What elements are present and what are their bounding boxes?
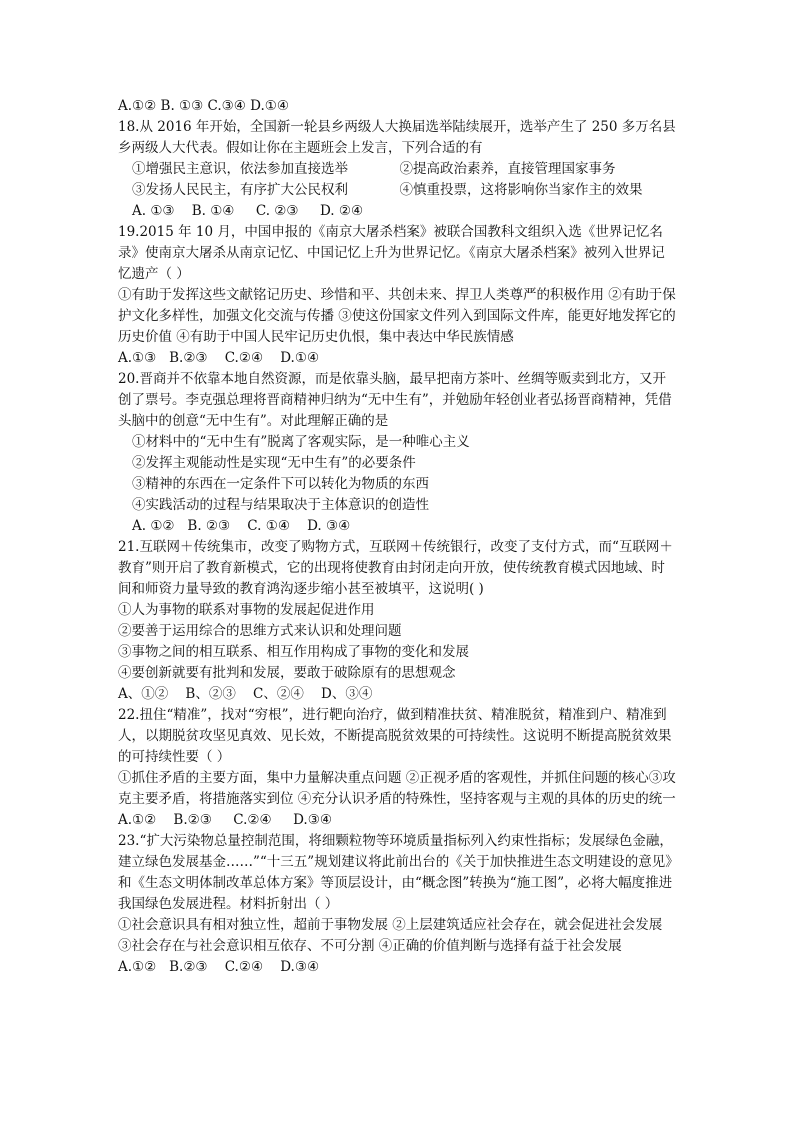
question-21 bbox=[118, 537, 678, 705]
question-20 bbox=[118, 369, 678, 537]
prev-question-answers: A.①② B. ①③ C.③④ D.①④ bbox=[118, 98, 290, 114]
question-21-option: ①人为事物的联系对事物的发展起促进作用 bbox=[118, 602, 375, 618]
question-22-stem: 22.扭住“精准”，找对“穷根”，进行靶向治疗，做到精准扶贫、精准脱贫，精准到户、精准到人，以期脱贫攻坚见真效、见长效，不断提高脱贫效果的可持续性。这说明不断提高脱贫效果的可持续性要（ ） bbox=[118, 707, 672, 765]
question-23-stem: 23.“扩大污染物总量控制范围，将细颗粒物等环境质量指标列入约束性指标；发展绿色金融，建立绿色发展基金……”“十三五”规划建议将此前出台的《关于加快推进生态文明建设的意见》和《生态文明体制改革总体方案》等顶层设计，由“概念图”转换为“施工图”，必将大幅度推进我国绿色发展进程。材料折射出（ ） bbox=[118, 833, 673, 912]
question-19 bbox=[118, 222, 678, 369]
question-18-stem: 18.从 2016 年开始，全国新一轮县乡两级人大换届选举陆续展开，选举产生了 250 多万名县乡两级人大代表。假如让你在主题班会上发言，下列合适的有 bbox=[118, 119, 676, 156]
question-19-stem: 19.2015 年 10 月，中国申报的《南京大屠杀档案》被联合国教科文组织入选《世界记忆名录》使南京大屠杀从南京记忆、中国记忆上升为世界记忆。《南京大屠杀档案》被列入世界记忆遗产（ ） bbox=[118, 224, 665, 282]
question-23-answers: A.①② B.②③ C.②④ D.③④ bbox=[118, 959, 320, 975]
question-18-answers: A. ①③ B. ①④ C. ②③ D. ②④ bbox=[132, 203, 364, 219]
question-19-options: ①有助于发挥这些文献铭记历史、珍惜和平、共创未来、捍卫人类尊严的积极作用 ②有助于保护文化多样性，加强文化交流与传播 ③使这份国家文件列入到国际文件库，能更好地发挥它的历史价值 ④有助于中国人民牢记历史仇恨，集中表达中华民族情感 bbox=[118, 287, 676, 345]
question-18 bbox=[118, 117, 678, 222]
question-21-option: ④要创新就要有批判和发展，要敢于破除原有的思想观念 bbox=[118, 665, 456, 681]
question-21-answers: A、①② B、②③ C、②④ D、③④ bbox=[118, 686, 373, 702]
question-22-answers: A.①② B.②③ C.②④ D.③④ bbox=[118, 812, 332, 828]
question-20-option: ②发挥主观能动性是实现“无中生有”的必要条件 bbox=[132, 455, 416, 471]
question-22 bbox=[118, 705, 678, 831]
question-20-option: ④实践活动的过程与结果取决于主体意识的创造性 bbox=[132, 497, 429, 513]
question-21-option: ③事物之间的相互联系、相互作用构成了事物的变化和发展 bbox=[118, 644, 469, 660]
question-20-option: ①材料中的“无中生有”脱离了客观实际，是一种唯心主义 bbox=[132, 434, 470, 450]
question-20-answers: A. ①② B. ②③ C. ①④ D. ③④ bbox=[132, 518, 351, 534]
question-20-option: ③精神的东西在一定条件下可以转化为物质的东西 bbox=[132, 476, 429, 492]
exam-page bbox=[118, 96, 678, 978]
question-21-stem: 21.互联网＋传统集市，改变了购物方式，互联网＋传统银行，改变了支付方式，而“互联网＋教育”则开启了教育新模式，它的出现将使教育由封闭走向开放，使传统教育模式因地域、时间和师资力量导致的教育鸿沟逐步缩小甚至被填平，这说明( ) bbox=[118, 539, 673, 597]
question-23 bbox=[118, 831, 678, 978]
question-18-option-row: ③发扬人民民主，有序扩大公民权利 ④慎重投票，这将影响你当家作主的效果 bbox=[132, 182, 643, 198]
question-19-answers: A.①③ B.②③ C.②④ D.①④ bbox=[118, 350, 320, 366]
question-18-option-row: ①增强民主意识，依法参加直接选举 ②提高政治素养，直接管理国家事务 bbox=[132, 161, 616, 177]
question-22-options: ①抓住矛盾的主要方面，集中力量解决重点问题 ②正视矛盾的客观性，并抓住问题的核心③攻克主要矛盾，将措施落实到位 ④充分认识矛盾的特殊性，坚持客观与主观的具体的历史的统一 bbox=[118, 770, 676, 807]
question-21-option: ②要善于运用综合的思维方式来认识和处理问题 bbox=[118, 623, 402, 639]
question-20-stem: 20.晋商并不依靠本地自然资源，而是依靠头脑，最早把南方茶叶、丝绸等贩卖到北方，又开创了票号。李克强总理将晋商精神归纳为“无中生有”，并勉励年轻创业者弘扬晋商精神，凭借头脑中的创意“无中生有”。对此理解正确的是 bbox=[118, 371, 672, 429]
question-23-options: ①社会意识具有相对独立性，超前于事物发展 ②上层建筑适应社会存在，就会促进社会发展 ③社会存在与社会意识相互依存、不可分割 ④正确的价值判断与选择有益于社会发展 bbox=[118, 917, 663, 954]
